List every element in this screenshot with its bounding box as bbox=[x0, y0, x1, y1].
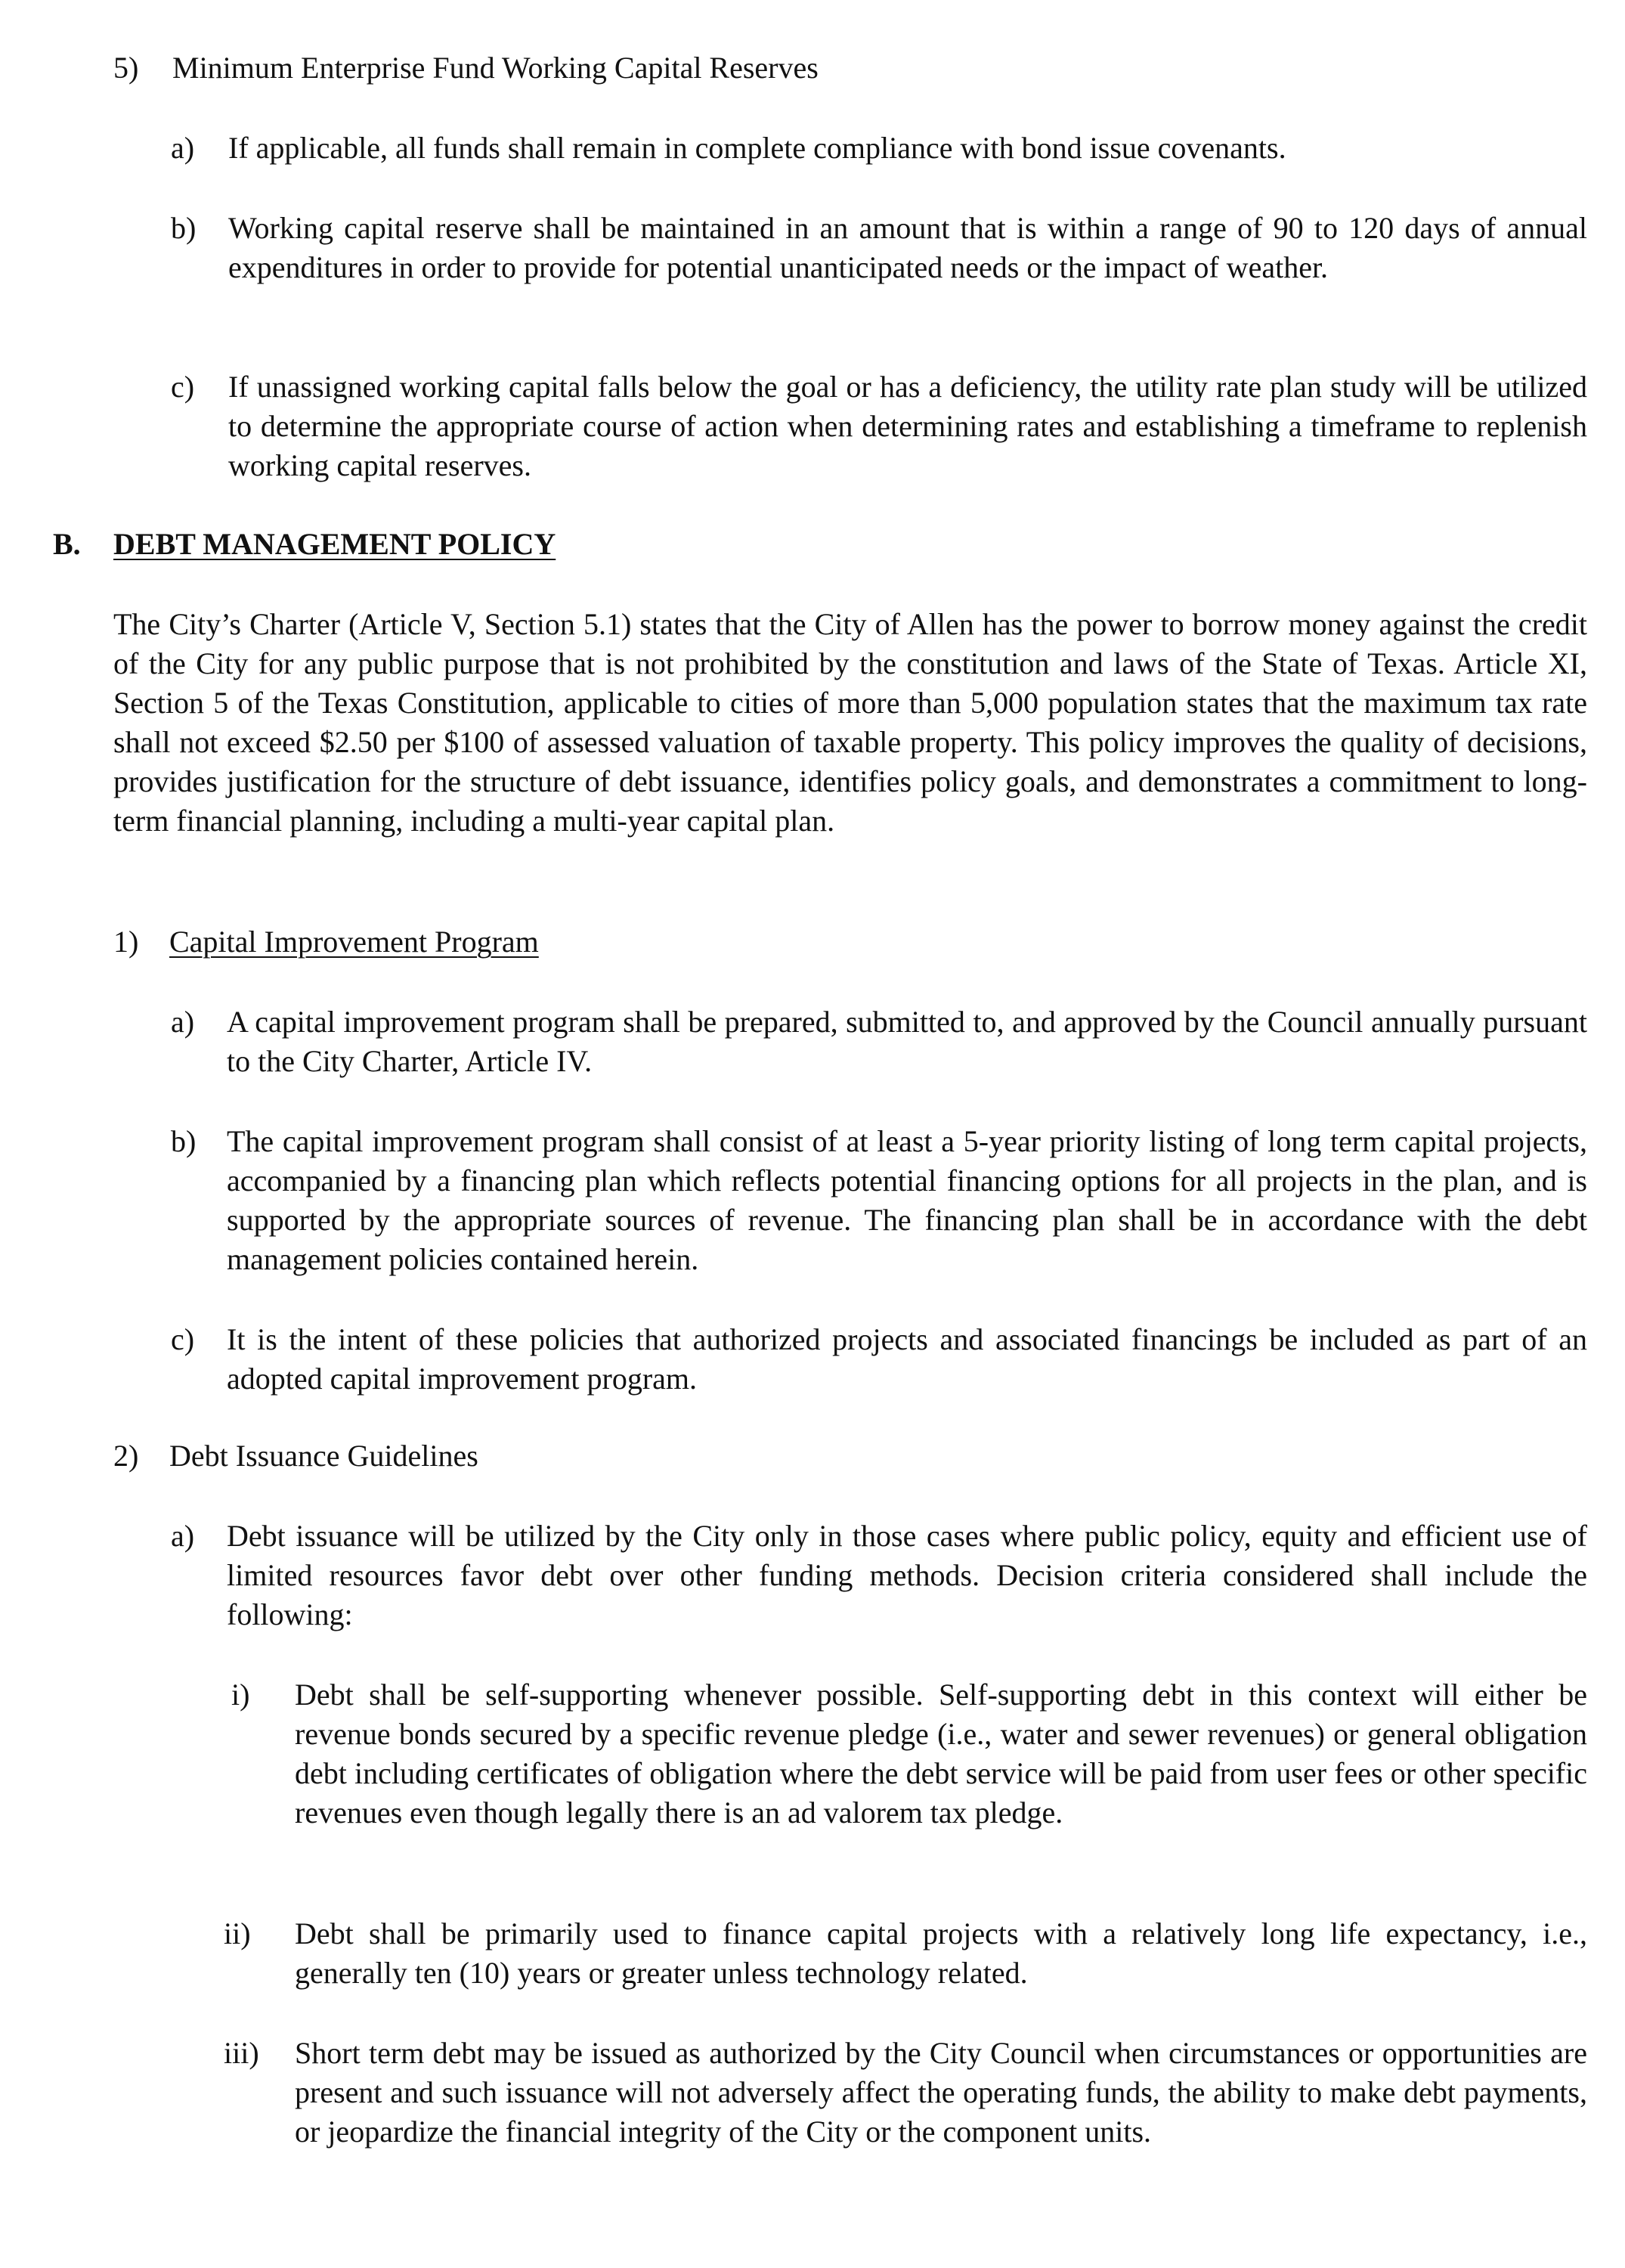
item-marker: b) bbox=[171, 1124, 197, 1158]
item-text: It is the intent of these policies that authorized projects and associated financings be included as part of an adopted capital improvement program. bbox=[227, 1322, 1587, 1396]
subitem-text: Debt shall be self-supporting whenever possible. Self-supporting debt in this context will either be revenue bonds secured by a specific revenue pledge (i.e., water and sewer revenues) or general obligation debt including certificates of obligation where the debt service will be paid from user fees or other specific revenues even though legally there is an ad valorem tax pledge. bbox=[295, 1678, 1587, 1830]
item-marker: c) bbox=[171, 370, 195, 404]
debt-guidelines-marker: 2) bbox=[113, 1439, 139, 1473]
section-5-marker: 5) bbox=[113, 51, 139, 85]
item-text: Debt issuance will be utilized by the City only in those cases where public policy, equity and efficient use of limited resources favor debt over other funding methods. Decision criteria considered shall include the following: bbox=[227, 1519, 1587, 1631]
item-text: If applicable, all funds shall remain in complete compliance with bond issue covenants. bbox=[228, 131, 1286, 165]
capital-program-title: Capital Improvement Program bbox=[169, 925, 539, 959]
item-marker: b) bbox=[171, 211, 197, 245]
section-b-title: DEBT MANAGEMENT POLICY bbox=[113, 527, 556, 561]
item-marker: c) bbox=[171, 1322, 195, 1356]
item-text: The capital improvement program shall consist of at least a 5-year priority listing of long term capital projects, accompanied by a financing plan which reflects potential financing options for all projects in the plan, and is supported by the appropriate sources of revenue. The financing plan shall be in accordance with the debt management policies contained herein. bbox=[227, 1124, 1587, 1276]
section-b-intro: The City’s Charter (Article V, Section 5.1) states that the City of Allen has the power to borrow money against the credit of the City for any public purpose that is not prohibited by the constitution and laws of the State of Texas. Article XI, Section 5 of the Texas Constitution, applicable to cities of more than 5,000 population states that the maximum tax rate shall not exceed $2.50 per $100 of assessed valuation of taxable property. This policy improves the quality of decisions, provides justification for the structure of debt issuance, identifies policy goals, and demonstrates a commitment to long-term financial planning, including a multi-year capital plan. bbox=[113, 607, 1587, 838]
item-marker: a) bbox=[171, 1005, 195, 1039]
item-text: If unassigned working capital falls below the goal or has a deficiency, the utility rate plan study will be utilized to determine the appropriate course of action when determining rates and establishing a timeframe to replenish working capital reserves. bbox=[228, 370, 1587, 482]
capital-program-marker: 1) bbox=[113, 925, 139, 959]
subitem-marker: ii) bbox=[224, 1916, 251, 1950]
item-marker: a) bbox=[171, 131, 195, 165]
subitem-text: Debt shall be primarily used to finance capital projects with a relatively long life expectancy, i.e., generally ten (10) years or greater unless technology related. bbox=[295, 1916, 1587, 1990]
section-5-title: Minimum Enterprise Fund Working Capital Reserves bbox=[172, 51, 819, 85]
subitem-marker: iii) bbox=[224, 2036, 259, 2070]
item-marker: a) bbox=[171, 1519, 195, 1553]
subitem-marker: i) bbox=[231, 1678, 250, 1712]
section-b-marker: B. bbox=[53, 527, 81, 561]
subitem-text: Short term debt may be issued as authorized by the City Council when circumstances or opportunities are present and such issuance will not adversely affect the operating funds, the ability to make debt payments, or jeopardize the financial integrity of the City or the component units. bbox=[295, 2036, 1587, 2149]
debt-guidelines-title: Debt Issuance Guidelines bbox=[169, 1439, 478, 1473]
item-text: A capital improvement program shall be prepared, submitted to, and approved by the Council annually pursuant to the City Charter, Article IV. bbox=[227, 1005, 1587, 1078]
item-text: Working capital reserve shall be maintained in an amount that is within a range of 90 to 120 days of annual expenditures in order to provide for potential unanticipated needs or the impact of weather. bbox=[228, 211, 1587, 284]
